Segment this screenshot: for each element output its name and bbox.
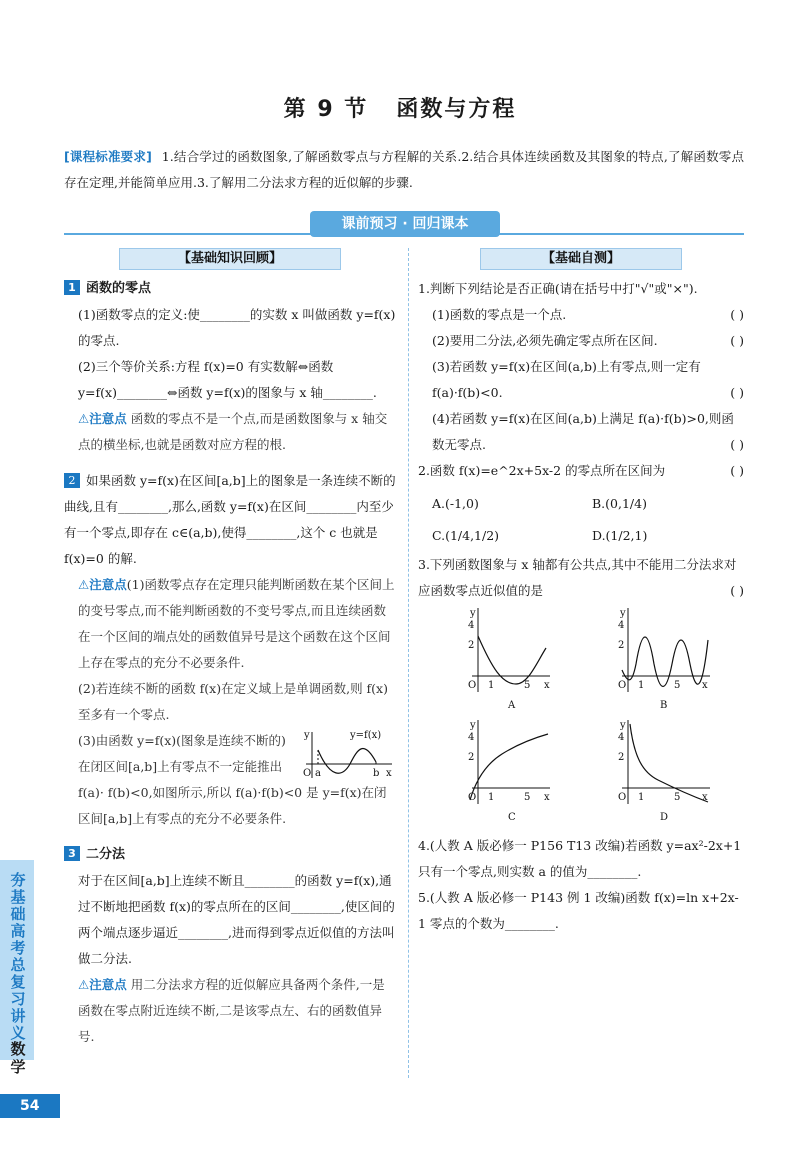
s2-n3b: f(b)<0,如图所示,所以 f(a)·f(b)<0 是 y=f(x)在闭区间[a,b]上有零点的充分不必要条件. — [78, 785, 387, 826]
svg-text:y: y — [620, 720, 626, 731]
svg-text:2: 2 — [468, 752, 475, 763]
warning-icon: ⚠ — [78, 577, 90, 592]
s1-note: ⚠注意点 函数的零点不是一个点,而是函数图象与 x 轴交点的横坐标,也就是函数对应方程的根. — [78, 411, 388, 452]
q1-item-2: (2)要用二分法,必须先确定零点所在区间. ( ) — [432, 333, 744, 348]
page-number: 54 — [0, 1094, 60, 1118]
q5-text: 5.(人教 A 版必修一 P143 例 1 改编)函数 f(x)=ln x+2x-1 零点的个数为________. — [418, 890, 739, 931]
q2-option-c[interactable]: C.(1/4,1/2) — [432, 528, 500, 543]
q3-graphs — [418, 604, 744, 824]
svg-text:x: x — [544, 680, 550, 691]
graph-b — [618, 608, 710, 711]
left-column — [64, 248, 396, 1050]
svg-text:y: y — [620, 608, 626, 619]
q2-option-a[interactable]: A.(-1,0) — [432, 496, 479, 511]
svg-text:1: 1 — [638, 680, 645, 691]
series-title: 夯基础 高考总复习讲义 — [10, 871, 26, 1042]
svg-text:1: 1 — [488, 680, 495, 691]
s1-p1: (1)函数零点的定义:使________的实数 x 叫做函数 y=f(x)的零点. — [78, 307, 396, 348]
svg-text:x: x — [702, 680, 708, 691]
svg-text:O: O — [618, 792, 627, 803]
q2-option-d[interactable]: D.(1/2,1) — [592, 528, 648, 543]
right-header: 【基础自测】 — [480, 248, 682, 270]
svg-text:1: 1 — [638, 792, 645, 803]
graph-a-label: A — [508, 700, 516, 711]
svg-text:5: 5 — [674, 680, 681, 691]
requirements-label: [课程标准要求] — [64, 149, 152, 164]
s2-p1: 2 如果函数 y=f(x)在区间[a,b]上的图象是一条连续不断的曲线,且有________,那么,函数 y=f(x)在区间________内至少有一个零点,即存在 c∈(a,b),使得________,这个 c 也就是 f(x)=0 的解. — [64, 473, 396, 566]
svg-text:4: 4 — [618, 620, 625, 631]
section-name: 函数与方程 — [396, 97, 517, 122]
q1-item-1: (1)函数的零点是一个点. ( ) — [432, 307, 744, 322]
requirements-text: 1.结合学过的函数图象,了解函数零点与方程解的关系.2.结合具体连续函数及其图象的特点,了解函数零点存在定理,并能简单应用.3.了解用二分法求方程的近似解的步骤. — [64, 149, 744, 190]
svg-text:y: y — [470, 608, 476, 619]
warning-icon: ⚠ — [78, 411, 90, 426]
q1-item-3: (3)若函数 y=f(x)在区间(a,b)上有零点,则一定有 f(a)·f(b)<0. ( ) — [432, 359, 744, 400]
fig-a: a — [315, 768, 321, 779]
graph-a — [468, 608, 550, 711]
fig-label: y=f(x) — [350, 730, 382, 741]
graph-d-label: D — [660, 812, 669, 823]
section-1-title: 1 函数的零点 — [64, 276, 396, 302]
subject-label: 数学 — [10, 1040, 26, 1076]
section-3-number: 3 — [64, 846, 80, 861]
graph-d — [618, 720, 710, 823]
svg-text:O: O — [618, 680, 627, 691]
fig-y: y — [304, 730, 310, 741]
svg-text:x: x — [544, 792, 550, 803]
section-number: 第 9 节 — [283, 97, 369, 122]
svg-text:5: 5 — [674, 792, 681, 803]
s3-p1: 对于在区间[a,b]上连续不断且________的函数 y=f(x),通过不断地把函数 f(x)的零点所在的区间________,使区间的两个端点逐步逼近________,进而得到零点近似值的方法叫做二分法. — [78, 873, 395, 966]
banner: 课前预习 · 回归课本 — [310, 211, 500, 237]
course-requirements — [64, 144, 744, 196]
page-title — [0, 92, 800, 123]
s3-note: ⚠注意点 用二分法求方程的近似解应具备两个条件,一是函数在零点附近连续不断,二是该零点左、右的函数值异号. — [78, 977, 385, 1044]
svg-text:4: 4 — [468, 732, 475, 743]
s1-p2: (2)三个等价关系:方程 f(x)=0 有实数解⇔函数 y=f(x)________⇔函数 y=f(x)的图象与 x 轴________. — [78, 359, 377, 400]
s2-n3a: (3)由函数 y=f(x)(图象是连续不断的)在闭区间[a,b]上有零点不一定能推出 f(a)· — [78, 733, 286, 800]
section-2-number: 2 — [64, 473, 80, 488]
zero-figure — [300, 728, 396, 780]
q2-stem: 2.函数 f(x)=e^2x+5x-2 的零点所在区间为 ( ) — [418, 463, 744, 478]
fig-origin: O — [303, 768, 312, 779]
left-header: 【基础知识回顾】 — [119, 248, 341, 270]
q1-item-4: (4)若函数 y=f(x)在区间(a,b)上满足 f(a)·f(b)>0,则函数无零点. ( ) — [432, 411, 744, 452]
q2-options — [418, 488, 744, 552]
fig-b: b — [373, 768, 380, 779]
graph-c — [468, 720, 550, 823]
svg-text:O: O — [468, 680, 477, 691]
s2-n3-block — [64, 728, 396, 832]
fig-x: x — [386, 768, 392, 779]
s2-n2: (2)若连续不断的函数 f(x)在定义域上是单调函数,则 f(x)至多有一个零点. — [78, 681, 388, 722]
section-3-title: 3 二分法 — [64, 842, 396, 868]
q1-stem: 1.判断下列结论是否正确(请在括号中打"√"或"×"). — [418, 281, 698, 296]
column-divider — [408, 248, 409, 1078]
svg-text:4: 4 — [468, 620, 475, 631]
q3-stem: 3.下列函数图象与 x 轴都有公共点,其中不能用二分法求对应函数零点近似值的是 ( ) — [418, 557, 744, 598]
svg-text:5: 5 — [524, 680, 531, 691]
q2-option-b[interactable]: B.(0,1/4) — [592, 496, 647, 511]
svg-text:2: 2 — [468, 640, 475, 651]
warning-icon: ⚠ — [78, 977, 90, 992]
s2-n1: ⚠注意点(1)函数零点存在定理只能判断函数在某个区间上的变号零点,而不能判断函数的不变号零点,而且连续函数在一个区间的端点处的函数值异号是这个函数在这个区间上存在零点的充分不必要条件. — [78, 577, 395, 670]
svg-text:5: 5 — [524, 792, 531, 803]
svg-text:2: 2 — [618, 640, 625, 651]
section-1-number: 1 — [64, 280, 80, 295]
graph-c-label: C — [508, 812, 516, 823]
q4-text: 4.(人教 A 版必修一 P156 T13 改编)若函数 y=ax²-2x+1 只有一个零点,则实数 a 的值为________. — [418, 838, 742, 879]
svg-text:y: y — [470, 720, 476, 731]
svg-text:x: x — [702, 792, 708, 803]
right-column — [418, 248, 744, 937]
svg-text:1: 1 — [488, 792, 495, 803]
svg-text:4: 4 — [618, 732, 625, 743]
graph-b-label: B — [660, 700, 668, 711]
svg-text:2: 2 — [618, 752, 625, 763]
svg-text:O: O — [468, 792, 477, 803]
